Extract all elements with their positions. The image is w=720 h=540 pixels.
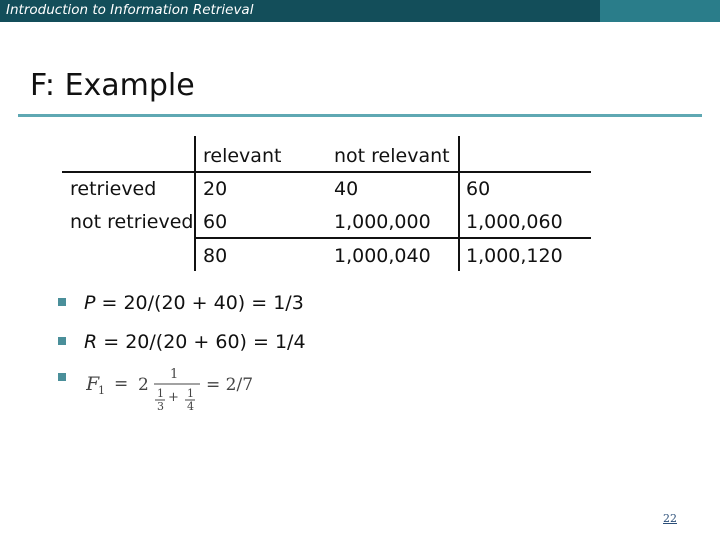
page-number: 22	[663, 512, 677, 525]
row-label-not-retrieved: not retrieved	[70, 211, 194, 233]
table-rule-vertical-left	[194, 136, 196, 271]
row-label-retrieved: retrieved	[70, 178, 157, 200]
precision-expression: = 20/(20 + 40) = 1/3	[95, 292, 304, 314]
col-header-relevant: relevant	[203, 145, 282, 167]
formula-den-a-den: 3	[157, 400, 164, 413]
table-cell: 20	[203, 178, 228, 200]
table-cell: 1,000,000	[334, 211, 431, 233]
table-rule-horizontal-top	[62, 171, 591, 173]
formula-den-b-den: 4	[187, 400, 194, 413]
recall-expression: = 20/(20 + 60) = 1/4	[97, 331, 306, 353]
table-cell: 1,000,120	[466, 245, 563, 267]
formula-den-b-num: 1	[187, 387, 194, 400]
formula-coef: 2	[138, 375, 149, 395]
precision-bullet	[84, 292, 304, 314]
table-cell: 80	[203, 245, 228, 267]
formula-equals: =	[114, 374, 129, 394]
recall-bullet	[84, 331, 306, 353]
table-cell: 60	[466, 178, 491, 200]
table-cell: 1,000,060	[466, 211, 563, 233]
bullet-marker	[58, 337, 66, 345]
formula-lhs-sub: 1	[98, 384, 105, 397]
formula-result: = 2/7	[206, 375, 254, 395]
f1-formula-svg	[86, 364, 286, 416]
formula-lhs: F	[86, 373, 100, 395]
table-cell: 60	[203, 211, 228, 233]
slide-title: F: Example	[30, 68, 195, 103]
recall-symbol: R	[84, 331, 98, 353]
table-rule-vertical-right	[458, 136, 460, 271]
table-cell: 1,000,040	[334, 245, 431, 267]
table-rule-horizontal-bottom	[194, 237, 591, 239]
course-title: Introduction to Information Retrieval	[6, 2, 254, 18]
formula-numerator: 1	[170, 367, 179, 382]
f1-formula	[86, 364, 286, 421]
formula-plus: +	[168, 390, 179, 405]
formula-den-a-num: 1	[157, 387, 164, 400]
bullet-marker	[58, 298, 66, 306]
table-cell: 40	[334, 178, 359, 200]
bullet-marker	[58, 373, 66, 381]
precision-symbol: P	[84, 292, 96, 314]
header-accent-block	[600, 0, 720, 22]
col-header-not-relevant: not relevant	[334, 145, 450, 167]
title-divider	[18, 114, 702, 117]
